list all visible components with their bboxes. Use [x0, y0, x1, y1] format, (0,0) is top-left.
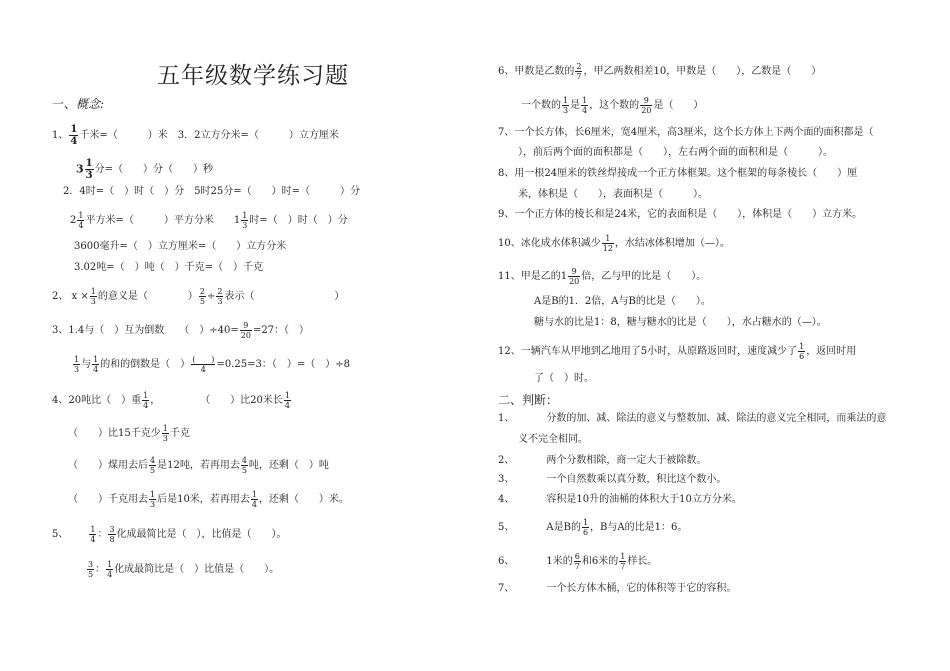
fraction	[73, 355, 80, 374]
question-4-line-4	[68, 490, 349, 509]
question-1-line-4	[70, 211, 348, 230]
fraction-numerator: 3	[109, 525, 115, 534]
text-span: 1米的	[546, 556, 573, 567]
question-12-line-2: 了（ ）时。	[534, 373, 594, 384]
fraction	[77, 211, 84, 230]
fraction-denominator: 3	[85, 170, 93, 181]
fraction	[85, 158, 94, 181]
fraction-numerator: ( )	[192, 355, 215, 364]
question-text: 千米=（ ）米 3．2立方分米=（ ）立方厘米	[79, 130, 339, 141]
section-number: 一、	[52, 97, 77, 111]
fraction-denominator: 6	[582, 528, 589, 537]
fraction	[602, 234, 614, 253]
text-span: 两个分数相除，商一定大于被除数。	[546, 455, 707, 466]
fraction-denominator: 3	[162, 434, 168, 443]
judge-7	[498, 583, 736, 595]
fraction	[89, 525, 96, 544]
text-span: 一个长方体木桶，它的体积等于它的容积。	[546, 583, 737, 594]
fraction-numerator: 1	[74, 355, 80, 364]
text-span: 12、一辆汽车从甲地到乙地用了5小时，从原路返回时，速度减少了	[498, 346, 798, 357]
fraction	[87, 560, 94, 579]
text-span: 7、	[498, 583, 515, 594]
section-heading-judge: 二、判断：	[498, 393, 559, 407]
text-span: 分数的加、减、除法的意义与整数加、减、除法的意义完全相同，而乘法的意	[546, 413, 887, 424]
fraction-denominator: 5	[88, 570, 94, 579]
fraction-denominator: 3	[217, 297, 223, 306]
text-span: ，水结冰体积增加（—）。	[614, 238, 730, 249]
text-span: ：	[97, 529, 108, 540]
question-7-line-2: ），前后两个面的面积都是（ ），左右两个面的面积和是（ ）。	[518, 147, 833, 158]
text-span: ：	[95, 564, 106, 575]
fraction-denominator: 3	[150, 500, 156, 509]
fraction	[241, 211, 248, 230]
question-9: 9、一个正方体的棱长和是24米，它的表面积是（ ），体积是（ ）立方米。	[498, 209, 863, 220]
fraction-denominator: 4	[90, 535, 96, 544]
fraction	[581, 96, 588, 115]
fraction-denominator: 8	[109, 535, 115, 544]
fraction-denominator: 3	[563, 106, 569, 115]
text-span: 倍，乙与甲的比是（ ）。	[581, 271, 707, 282]
fraction	[284, 391, 291, 410]
question-7-line-1: 7、一个长方体，长6厘米，宽4厘米，高3厘米，这个长方体上下两个面的面积都是（	[498, 127, 874, 138]
fraction-denominator: 5	[150, 466, 156, 475]
text-span: 一个数的	[521, 100, 561, 111]
question-1-line-5: 3600毫升=（ ）立方厘米=（ ）立方分米	[74, 241, 287, 252]
fraction	[90, 287, 97, 306]
question-10	[498, 234, 730, 253]
fraction-denominator: 7	[576, 72, 582, 81]
page-title: 五年级数学练习题	[157, 63, 349, 89]
fraction-numerator: 1	[78, 211, 84, 220]
fraction	[241, 456, 248, 475]
text-span: 一个自然数乘以真分数，积比这个数小。	[546, 474, 727, 485]
text-span: 4、20吨比（ ）重	[52, 395, 142, 406]
right-column	[480, 0, 950, 671]
text-span: 容积是10升的油桶的体积大于10立方分米。	[546, 494, 742, 505]
text-span: 4、	[498, 494, 515, 505]
text-span: 11、甲是乙的1	[498, 271, 568, 282]
fraction-numerator: 1	[143, 391, 149, 400]
text-span: ÷	[206, 291, 216, 302]
fraction	[142, 391, 149, 410]
question-4-line-2	[68, 424, 190, 443]
text-span: 和6米的	[581, 556, 619, 567]
fraction	[69, 124, 78, 147]
question-2	[52, 287, 344, 306]
question-12-line-1	[498, 342, 856, 361]
fraction-denominator: 20	[569, 277, 580, 286]
text-span: 是	[570, 100, 581, 111]
text-span: （ ）千克用去	[68, 494, 148, 505]
text-span: 样长。	[627, 556, 658, 567]
question-5-line-2	[86, 560, 279, 579]
text-span: （ ）比20米长	[200, 395, 283, 406]
question-8-line-1: 8、用一根24厘米的铁丝焊接成一个正方体框架。这个框架的每条棱长（ ）厘	[498, 168, 858, 179]
fraction-numerator: 1	[107, 560, 113, 569]
text-span: A是B的	[546, 522, 581, 533]
question-1-line-1	[52, 124, 339, 147]
text-span: 10、冰化成水体积减少	[498, 238, 601, 249]
fraction-numerator: 2	[576, 62, 582, 71]
fraction	[149, 456, 156, 475]
text-span: ，这个数的	[589, 100, 640, 111]
question-4-line-3	[68, 456, 329, 475]
fraction-numerator: 9	[568, 267, 580, 277]
text-span: 的和的倒数是（ ）	[100, 359, 191, 370]
fraction-numerator: 6	[574, 552, 580, 561]
text-span: =27：（ ）	[252, 325, 310, 336]
text-span: 6、	[498, 556, 515, 567]
text-span: 后是10米，若再用去	[157, 494, 250, 505]
text-span: 2、	[498, 455, 515, 466]
fraction	[92, 355, 99, 374]
fraction-numerator: 2	[199, 287, 205, 296]
fraction-numerator: 9	[240, 321, 252, 331]
fraction-numerator: 1	[799, 342, 805, 351]
fraction-numerator: 9	[640, 96, 652, 106]
fraction	[640, 96, 652, 115]
question-1-line-6: 3.02吨=（ ）吨（ ）千克=（ ）千克	[74, 262, 264, 273]
fraction-numerator: 1	[563, 96, 569, 105]
fraction	[574, 552, 581, 571]
fraction	[798, 342, 805, 361]
text-span: 6、甲数是乙数的	[498, 66, 575, 77]
fraction-denominator: 20	[240, 331, 251, 340]
question-4-line-1	[52, 391, 292, 410]
question-1-line-2	[76, 158, 213, 181]
text-span: 千克	[169, 428, 190, 439]
text-span: ，	[150, 395, 161, 406]
fraction-numerator: 1	[70, 124, 78, 135]
judge-1-line-1	[498, 413, 886, 425]
fraction-numerator: 1	[284, 391, 291, 400]
text-span: 化成最简比是（ ）比值是（ ）。	[114, 564, 280, 575]
text-span: =0.25=3：（ ）=（ ）÷8	[216, 359, 350, 370]
fraction-denominator: 20	[641, 106, 652, 115]
fraction-numerator: 1	[582, 518, 589, 527]
fraction-numerator: 1	[582, 96, 588, 105]
fraction-numerator: 1	[620, 552, 626, 561]
question-11-line-2: A是B的1．2倍，A与B的比是（ ）。	[534, 296, 711, 307]
fraction	[149, 490, 156, 509]
question-3-line-2	[72, 355, 350, 374]
fraction	[575, 62, 582, 81]
text-span: ，还剩（ ）米。	[258, 494, 349, 505]
fraction-numerator: 1	[162, 424, 168, 433]
fraction-denominator: 3	[90, 297, 96, 306]
question-6-line-2	[521, 96, 703, 115]
question-8-line-2: 米，体积是（ ），表面积是（ ）。	[518, 189, 708, 200]
fraction-denominator: 4	[78, 221, 84, 230]
fraction-numerator: 3	[88, 560, 94, 569]
text-span: 与	[81, 359, 92, 370]
fraction	[562, 96, 569, 115]
question-6-line-1	[498, 62, 821, 81]
judge-1-line-2: 义不完全相同。	[518, 434, 588, 445]
judge-6	[498, 552, 657, 571]
fraction-numerator: 1	[251, 490, 257, 499]
question-11-line-3: 糖与水的比是1：8，糖与糖水的比是（ ），水占糖水的（—）。	[534, 317, 827, 328]
text-span: 5、	[498, 522, 515, 533]
fraction-numerator: 1	[90, 287, 96, 296]
fraction-denominator: 4	[143, 401, 149, 410]
fraction-denominator: 4	[70, 136, 78, 147]
text-span: 2	[70, 215, 77, 226]
fraction-numerator: 2	[217, 287, 223, 296]
fraction-denominator: 7	[574, 562, 580, 571]
fraction	[240, 321, 252, 340]
fraction-numerator: 1	[93, 355, 99, 364]
fraction-numerator: 4	[241, 456, 247, 465]
fraction-denominator: 4	[93, 365, 99, 374]
fraction	[251, 490, 258, 509]
fraction-denominator: 4	[200, 365, 206, 374]
question-11-line-1	[498, 267, 706, 286]
fraction-denominator: 12	[602, 244, 613, 253]
text-span: 2、 x ×	[52, 291, 89, 302]
question-5-line-1	[52, 525, 287, 544]
question-3-line-1	[52, 321, 309, 340]
fraction-denominator: 5	[199, 297, 205, 306]
fraction	[619, 552, 626, 571]
text-span: 5、	[52, 529, 69, 540]
fraction-denominator: 4	[582, 106, 588, 115]
text-span: 是（ ）	[653, 100, 704, 111]
fraction-numerator: 1	[602, 234, 614, 244]
text-span: 3、1.4与（ ）互为倒数 （ ）÷40=	[52, 325, 239, 336]
text-span: 化成最简比是（ ），比值是（ ）。	[116, 529, 287, 540]
fraction	[162, 424, 169, 443]
fraction-denominator: 4	[251, 500, 257, 509]
fraction-denominator: 3	[242, 221, 248, 230]
judge-3	[498, 474, 726, 486]
fraction	[568, 267, 580, 286]
question-1-line-3: 2．4时=（ ）时（ ）分 5时25分=（ ）时=（ ）分	[63, 186, 360, 197]
text-span: 是12吨，若再用去	[157, 460, 240, 471]
fraction-numerator: 1	[150, 490, 156, 499]
fraction-denominator: 6	[799, 352, 805, 361]
text-span: 表示（ ）	[224, 291, 345, 302]
text-span: ，B与A的比是1：6。	[590, 522, 688, 533]
fraction	[199, 287, 206, 306]
mixed-whole: 3	[76, 162, 84, 176]
text-span: 3、	[498, 474, 515, 485]
text-span: ，返回时用	[806, 346, 857, 357]
fraction-numerator: 1	[242, 211, 248, 220]
text-span: 吨，还剩（ ）吨	[248, 460, 329, 471]
fraction-denominator: 7	[620, 562, 626, 571]
fraction	[108, 525, 115, 544]
fraction	[216, 287, 223, 306]
fraction	[582, 518, 589, 537]
fraction-denominator: 4	[284, 401, 291, 410]
text-span: 平方米=（ ）平方分米 1	[85, 215, 241, 226]
judge-4	[498, 494, 742, 506]
fraction-numerator: 1	[90, 525, 96, 534]
question-text: 分=（ ）分（ ）秒	[94, 164, 214, 175]
fraction-numerator: 4	[150, 456, 156, 465]
fraction-denominator: 4	[107, 570, 113, 579]
judge-5	[498, 518, 687, 537]
fraction	[191, 355, 215, 374]
text-span: 时=（ ）时（ ）分	[249, 215, 348, 226]
text-span: （ ）煤用去后	[68, 460, 148, 471]
fraction	[106, 560, 113, 579]
section-title: 概念:	[76, 97, 105, 111]
question-number: 1、	[52, 130, 69, 141]
fraction-denominator: 5	[241, 466, 247, 475]
fraction-numerator: 1	[85, 158, 93, 169]
section-heading-concepts	[52, 98, 104, 110]
text-span: 1、	[498, 413, 515, 424]
text-span: ，甲乙两数相差10，甲数是（ ），乙数是（ ）	[583, 66, 822, 77]
text-span: 的意义是（ ）	[97, 291, 198, 302]
fraction-denominator: 3	[74, 365, 80, 374]
text-span: （ ）比15千克少	[68, 428, 161, 439]
judge-2	[498, 455, 706, 467]
